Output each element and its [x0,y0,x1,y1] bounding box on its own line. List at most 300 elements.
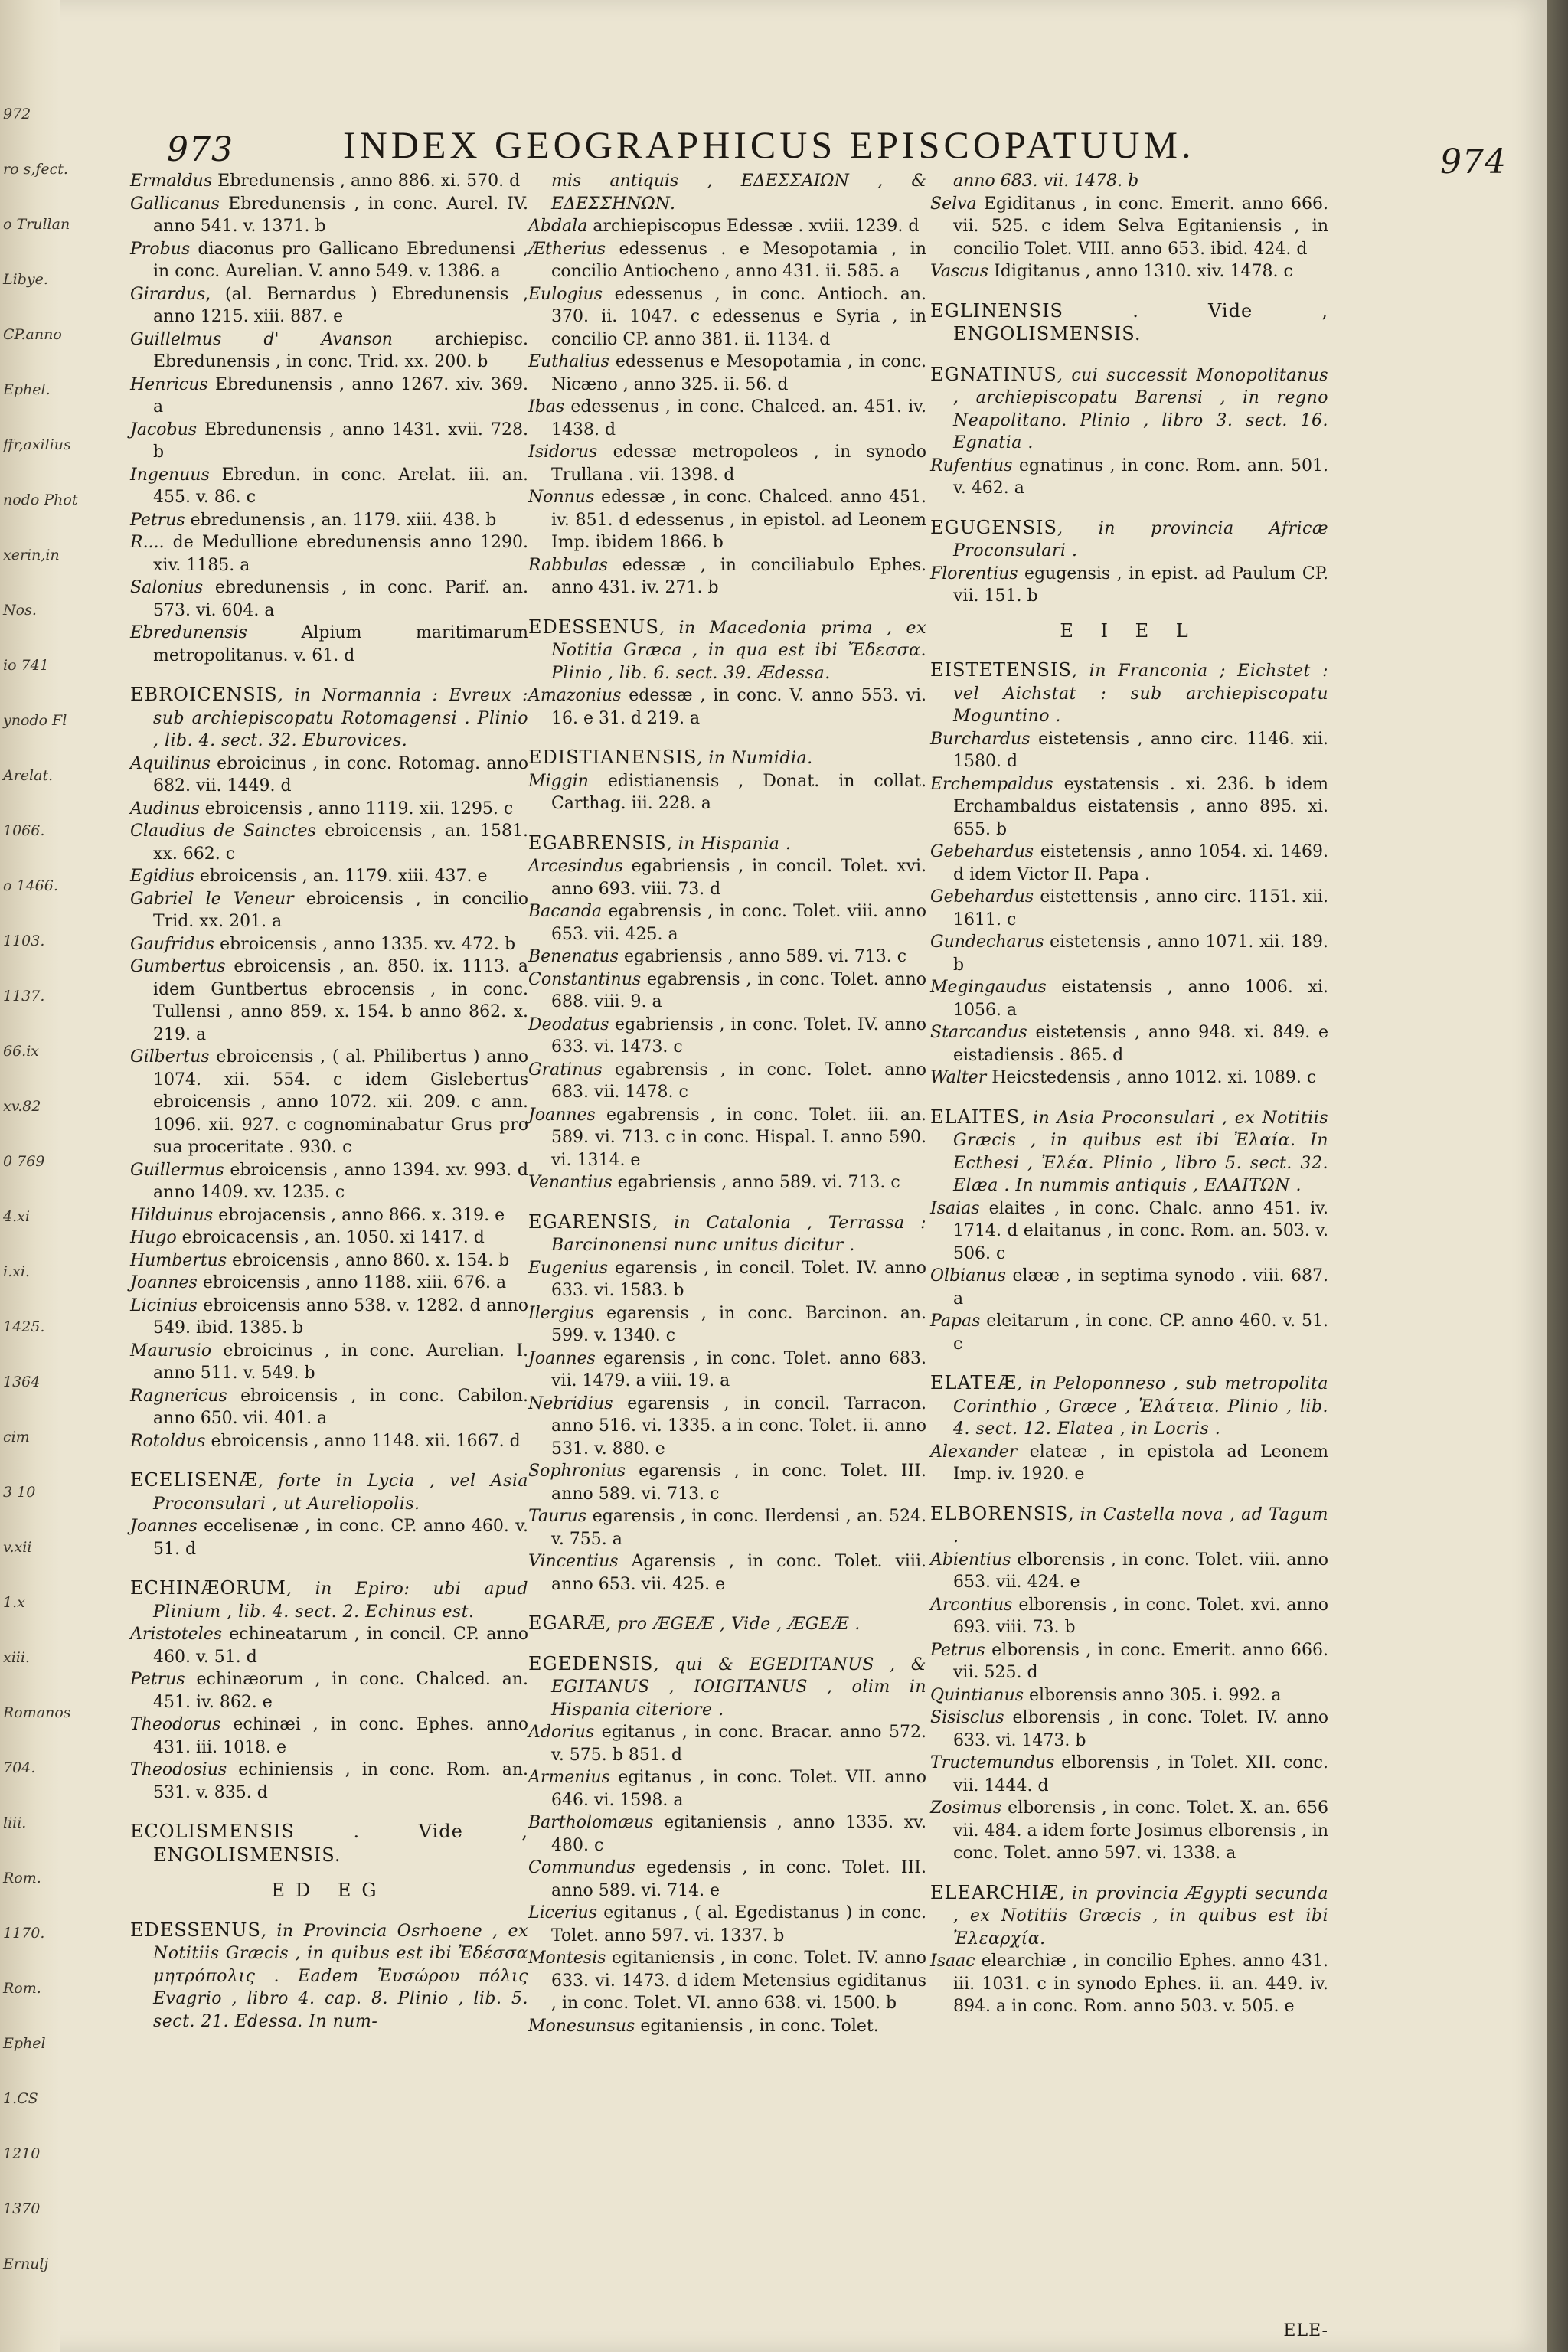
bishop-name: Rotoldus [130,1431,206,1451]
index-entry [130,1295,528,1340]
bishop-name: Salonius [130,578,204,597]
heading-description: , in Epiro: ubi apud Plinium , lib. 4. sect. 2. Echinus est. [153,1579,528,1622]
gutter-fragment: 4.xi [3,1208,30,1225]
index-heading [130,1821,528,1867]
gutter-fragment: CP.anno [3,326,62,343]
index-entry [930,931,1328,976]
index-entry [130,956,528,1046]
index-entry [528,1857,926,1902]
bishop-name: Vincentius [528,1552,619,1571]
index-entry [130,1385,528,1430]
entry-reference: elborensis , in conc. Tolet. viii. anno 653. vii. 424. e [953,1550,1328,1592]
continuation-text: anno 683. vii. 1478. b [953,172,1139,191]
entry-reference: egitaniensis , in conc. Tolet. [635,2016,879,2036]
bishop-name: Isaias [930,1198,980,1218]
entry-reference: elborensis , in conc. Tolet. xvi. anno 693. viii. 73. b [953,1595,1328,1637]
bishop-name: Deodatus [528,1014,609,1034]
bishop-name: Licinius [130,1295,198,1315]
entry-reference: egabriensis , in concil. Tolet. xvi. anno 693. viii. 73. d [551,857,926,899]
bishop-name: Ebredunensis [130,623,247,642]
index-entry [528,1348,926,1393]
gutter-fragment: liii. [3,1815,27,1831]
entry-reference: egabrensis , in conc. Tolet. iii. an. 589. vi. 713. c in conc. Hispal. I. anno 590. vi. 1314. e [551,1105,926,1170]
index-entry [130,509,528,532]
bishop-name: Gundecharus [930,933,1044,952]
entry-reference: echinæorum , in conc. Chalced. an. 451. iv. 862. e [153,1670,528,1712]
gutter-fragment: 1425. [3,1318,45,1335]
index-entry [528,1505,926,1550]
gutter-fragment: ro s,fect. [3,161,68,178]
entry-reference: edessenus , in conc. Chalced. an. 451. iv. 1438. d [551,397,926,439]
bishop-name: Vascus [930,262,989,281]
entry-reference: ebroicensis , anno 1188. xiii. 676. a [197,1273,507,1292]
entry-reference: Ebredunensis , in conc. Aurel. IV. anno 541. v. 1371. b [153,194,528,236]
index-entry [930,841,1328,886]
entry-reference: ebroicensis anno 538. v. 1282. d anno 549. ibid. 1385. b [153,1295,528,1338]
bishop-name: Nebridius [528,1393,613,1413]
gutter-fragment: 66.ix [3,1043,40,1060]
entry-reference: egarensis , in conc. Barcinon. an. 599. v. 1340. c [551,1303,926,1345]
index-heading [930,364,1328,455]
entry-reference: elborensis anno 305. i. 992. a [1024,1685,1282,1705]
index-entry [528,1766,926,1811]
bishop-name: Selva [930,194,977,214]
entry-reference: eistetensis , anno 1054. xi. 1469. d idem Victor II. Papa . [953,842,1328,884]
bishop-name: Girardus [130,284,206,304]
gutter-fragment: 1103. [3,933,45,949]
index-heading [528,832,926,856]
index-heading [528,1653,926,1722]
entry-reference: ebroicensis , anno 1335. xv. 472. b [214,934,516,954]
heading-name: EGUGENSIS [930,516,1057,538]
index-heading [930,300,1328,347]
entry-reference: elææ , in septima synodo . viii. 687. a [953,1266,1328,1308]
section-divider: E I E L [1060,619,1199,642]
gutter-fragment: Ernulj [3,2256,49,2272]
entry-reference: ebroicensis , an. 1179. xiii. 437. e [194,867,488,886]
entry-reference: echiniensis , in conc. Rom. an. 531. v. 835. d [153,1760,528,1802]
entry-reference: edessenus e Mesopotamia , in conc. Nicæno , anno 325. ii. 56. d [551,352,926,394]
index-entry [528,215,926,238]
heading-description: , in Normannia : Evreux : sub archiepiscopatu Rotomagensi . Plinio , lib. 4. sect. 32. Eburovices. [153,686,528,750]
bishop-name: Miggin [528,771,589,791]
entry-reference: egabriensis , anno 589. vi. 713. c [612,1173,900,1192]
heading-description: , in Numidia. [697,749,813,768]
section-divider: ED EG [271,1880,387,1901]
entry-reference: , (al. Bernardus ) Ebredunensis , anno 1215. xiii. 887. e [153,284,528,326]
gutter-fragment: xiii. [3,1649,30,1666]
bishop-name: Montesis [528,1949,606,1968]
bishop-name: Gilbertus [130,1047,210,1067]
entry-reference: eystatensis . xi. 236. b idem Erchambaldus eistatensis , anno 895. xi. 655. b [953,774,1328,839]
index-entry [930,1441,1328,1486]
bishop-name: Probus [130,239,191,259]
entry-reference: egarensis , in conc. Tolet. anno 683. vii. 1479. a viii. 19. a [551,1348,926,1390]
gutter-fragment: Ephel [3,2035,46,2052]
entry-reference: eleitarum , in conc. CP. anno 460. v. 51. c [953,1312,1328,1354]
index-entry [130,820,528,865]
entry-reference: ebroicensis , in concilio Trid. xx. 201. a [153,889,529,931]
entry-reference: elborensis , in conc. Emerit. anno 666. vii. 525. d [953,1640,1328,1682]
gutter-fragment: xv.82 [3,1098,41,1115]
entry-reference: eistetensis , anno 1071. xii. 189. b [953,933,1328,975]
gutter-fragment: Libye. [3,271,48,288]
index-entry [930,1684,1328,1707]
index-entry [528,238,926,283]
entry-reference: ebroicensis , in conc. Cabilon. anno 650. vii. 401. a [153,1386,528,1428]
index-entry [528,855,926,900]
bishop-name: Gaufridus [130,934,215,954]
entry-reference: egabriensis , in conc. Tolet. IV. anno 633. vi. 1473. c [551,1014,926,1057]
index-entry [130,374,528,419]
gutter-fragment: Ephel. [3,381,51,398]
bishop-name: Claudius de Sainctes [130,822,316,841]
bishop-name: Egidius [130,867,194,886]
entry-reference: Idigitanus , anno 1310. xiv. 1478. c [988,262,1293,281]
gutter-fragment: 1210 [3,2145,41,2162]
index-entry [130,1340,528,1385]
entry-reference: Alpium maritimarum metropolitanus. v. 61. d [153,623,528,665]
index-entry [930,455,1328,500]
bishop-name: Audinus [130,799,200,818]
entry-reference: ebroicensis , an. 850. ix. 1113. a idem Guntbertus ebrocensis , in conc. Tullensi , anno 859. x. 154. b anno 862. x. 219. a [153,957,528,1044]
bishop-name: Hugo [130,1228,177,1247]
gutter-fragment: i.xi. [3,1263,30,1280]
entry-reference: Egiditanus , in conc. Emerit. anno 666. vii. 525. c idem Selva Egitaniensis , in concilio Tolet. VIII. anno 653. ibid. 424. d [953,194,1328,259]
catchword: ELE- [1283,2321,1328,2341]
index-entry [528,684,926,730]
heading-name: EDISTIANENSIS [528,746,697,768]
heading-name: ELAITES [930,1106,1021,1128]
index-entry [130,933,528,956]
gutter-fragment: 1364 [3,1374,41,1390]
entry-reference: Heicstedensis , anno 1012. xi. 1089. c [986,1068,1317,1087]
heading-description: , pro ÆGEÆ , Vide , ÆGEÆ . [606,1615,861,1634]
gutter-fragment: 704. [3,1759,36,1776]
bishop-name: Taurus [528,1507,587,1526]
gutter-fragment: 3 10 [3,1484,36,1501]
bishop-name: Benenatus [528,947,619,966]
entry-reference: edessenus . e Mesopotamia , in concilio Antiocheno , anno 431. ii. 585. a [551,239,926,281]
entry-reference: edistianensis , Donat. in collat. Carthag. iii. 228. a [551,771,926,813]
bishop-name: Gumbertus [130,957,226,976]
gutter-fragment: 1.x [3,1594,25,1611]
index-entry [930,1549,1328,1594]
index-entry [528,1460,926,1505]
bishop-name: Henricus [130,374,208,394]
entry-reference: egarensis , in concil. Tarracon. anno 516. vi. 1335. a in conc. Tolet. ii. anno 531. v. 880. e [551,1393,926,1459]
entry-reference: egitanus , in conc. Bracar. anno 572. v. 575. b 851. d [551,1723,926,1765]
bishop-name: Abientius [930,1550,1011,1570]
index-entry [130,622,528,667]
index-entry [930,260,1328,283]
entry-reference: elearchiæ , in concilio Ephes. anno 431. iii. 1031. c in synodo Ephes. ii. an. 449. iv. 894. a in conc. Rom. anno 503. v. 505. e [953,1952,1328,2016]
bishop-name: Constantinus [528,969,642,989]
heading-description: , in Hispania . [666,834,792,854]
page-header [167,122,1514,181]
bishop-name: Eulogius [528,284,603,304]
heading-name: EGNATINUS [930,363,1057,385]
entry-reference: egarensis , in concil. Tolet. IV. anno 633. vi. 1583. b [551,1258,926,1300]
index-heading [930,659,1328,728]
heading-name: ECOLISMENSIS . Vide , ENGOLISMENSIS. [130,1821,528,1866]
index-entry [130,283,528,328]
bishop-name: Bacanda [528,902,603,921]
bishop-name: Ætherius [528,239,606,259]
index-entry [130,238,528,283]
index-entry [130,888,528,933]
entry-reference: Agarensis , in conc. Tolet. viii. anno 653. vii. 425. e [551,1552,926,1594]
entry-reference: egarensis , in conc. Tolet. III. anno 589. vi. 713. c [551,1462,926,1504]
heading-name: EDESSENUS [528,616,659,638]
entry-reference: edessæ , in conciliabulo Ephes. anno 431. iv. 271. b [551,555,926,597]
gutter-fragment: 1370 [3,2200,41,2217]
index-entry [528,770,926,815]
heading-description: , in Franconia ; Eichstet : vel Aichstat : sub archiepiscopatu Moguntino . [953,662,1328,726]
entry-reference: egabrensis , in conc. Tolet. anno 688. viii. 9. a [551,969,926,1011]
bishop-name: Jacobus [130,420,198,439]
index-entry [528,1171,926,1194]
entry-reference: edessæ , in conc. Chalced. anno 451. iv. 851. d edessenus , in epistol. ad Leonem Imp. ibidem 1866. b [551,488,926,552]
gutter-fragment: 1137. [3,988,45,1004]
entry-reference: eistetensis , anno 948. xi. 849. e eistadiensis . 865. d [953,1023,1328,1065]
entry-reference: ebroicinus , in conc. Rotomag. anno 682. vii. 1449. d [153,753,528,795]
bishop-name: Euthalius [528,352,609,371]
index-entry [930,773,1328,841]
heading-description: , in Provincia Osrhoene , ex Notitiis Græcis , in quibus est ibi Ἐδέσσα μητρόπολις . Eadem Ἐυσώρου πόλις Evagrio , libro 4. cap. 8. Plinio , lib. 5. sect. 21. Edessa. In num- [153,1921,528,2031]
entry-reference: egabrensis , in conc. Tolet. anno 683. vii. 1478. c [551,1060,926,1102]
bishop-name: Guillelmus d' Avanson [130,329,393,349]
index-continuation [930,170,1328,193]
bishop-name: Sophronius [528,1462,626,1481]
bishop-name: Petrus [130,510,185,530]
index-entry [930,1639,1328,1684]
index-entry [930,193,1328,261]
index-entry [528,1393,926,1461]
entry-reference: archiepisc. Ebredunensis , in conc. Trid. xx. 200. b [153,329,528,371]
index-entry [528,1721,926,1766]
entry-reference: echinæi , in conc. Ephes. anno 431. iii. 1018. e [153,1715,528,1757]
heading-description: , in Catalonia , Terrassa : Barcinonensi nunc unitus dicitur . [551,1213,926,1255]
index-column-3 [930,170,1328,2018]
heading-name: EDESSENUS [130,1919,261,1941]
bishop-name: Humbertus [130,1250,227,1270]
bishop-name: Theodorus [130,1715,221,1734]
heading-name: ECELISENÆ [130,1469,258,1491]
index-entry [528,1947,926,2015]
gutter-fragment: 1.CS [3,2090,38,2107]
index-entry [528,1550,926,1596]
heading-name: ELATEÆ [930,1372,1018,1393]
gutter-fragment: Rom. [3,1870,41,1886]
index-heading [930,1503,1328,1549]
bishop-name: Quintianus [930,1685,1024,1705]
entry-reference: elateæ , in epistola ad Leonem Imp. iv. 1920. e [953,1442,1328,1484]
bishop-name: Monesunsus [528,2016,635,2036]
entry-reference: ebroicensis , anno 1394. xv. 993. d anno 1409. xv. 1235. c [153,1160,528,1202]
index-entry [930,1067,1328,1089]
bishop-name: Arcesindus [528,857,623,876]
index-entry [130,798,528,821]
entry-reference: ebroicensis , an. 1581. xx. 662. c [153,822,528,864]
bishop-name: Arcontius [930,1595,1013,1615]
entry-reference: elborensis , in Tolet. XII. conc. vii. 1444. d [953,1753,1328,1795]
heading-name: EGABRENSIS [528,831,667,854]
gutter-fragment: Rom. [3,1980,41,1997]
bishop-name: R.... [130,533,165,552]
entry-reference: ebredunensis , in conc. Parif. an. 573. vi. 604. a [153,578,528,620]
index-heading [930,1106,1328,1197]
heading-name: EGLINENSIS . Vide , ENGOLISMENSIS. [930,299,1328,345]
bishop-name: Gabriel le Veneur [130,889,294,909]
previous-page-gutter [0,0,78,2352]
index-entry [130,1046,528,1159]
entry-reference: egugensis , in epist. ad Paulum CP. vii. 151. b [953,564,1328,606]
entry-reference: elaites , in conc. Chalc. anno 451. iv. 1714. d elaitanus , in conc. Rom. an. 503. v. 506. c [953,1198,1328,1263]
entry-reference: Ebredunensis , anno 1431. xvii. 728. b [153,420,528,462]
heading-name: EISTETENSIS [930,659,1072,681]
entry-reference: egabriensis , anno 589. vi. 713. c [618,947,907,966]
bishop-name: Alexander [930,1442,1018,1462]
index-entry [130,1623,528,1668]
entry-reference: edessenus , in conc. Antioch. an. 370. ii. 1047. c edessenus e Syria , in concilio CP. anno 381. ii. 1134. d [551,284,926,349]
bishop-name: Florentius [930,564,1018,583]
index-heading [130,1577,528,1623]
entry-reference: ebrojacensis , anno 866. x. 319. e [213,1205,505,1225]
bishop-name: Isidorus [528,443,598,462]
bishop-name: Zosimus [930,1798,1002,1818]
bishop-name: Nonnus [528,488,595,507]
gutter-fragment: nodo Phot [3,492,78,508]
entry-reference: Ebredunensis , anno 886. xi. 570. d [212,172,521,191]
bishop-name: Petrus [130,1670,185,1689]
index-heading [130,1919,528,2034]
bishop-name: Papas [930,1312,981,1331]
heading-description: , in Castella nova , ad Tagum . [953,1504,1328,1547]
entry-reference: egitaniensis , anno 1335. xv. 480. c [551,1813,926,1855]
heading-name: ELEARCHIÆ [930,1881,1060,1903]
heading-name: EBROICENSIS [130,684,278,705]
entry-reference: echineatarum , in concil. CP. anno 460. v. 51. d [153,1625,528,1667]
index-heading [528,746,926,770]
index-entry [930,1594,1328,1639]
bishop-name: Burchardus [930,729,1031,749]
page-number-right: 974 [1440,142,1507,181]
entry-reference: egitanus , ( al. Egedistanus ) in conc. Tolet. anno 597. vi. 1337. b [551,1903,926,1945]
entry-reference: egitaniensis , in conc. Tolet. IV. anno 633. vi. 1473. d idem Metensius egiditanus , in conc. Tolet. VI. anno 638. vi. 1500. b [551,1949,926,2013]
index-entry [528,946,926,969]
index-entry [930,728,1328,773]
gutter-fragment: ynodo Fl [3,712,67,729]
bishop-name: Starcandus [930,1023,1027,1042]
gutter-fragment: 1170. [3,1925,45,1942]
heading-description: , in provincia Ægypti secunda , ex Notitiis Græcis , in quibus est ibi Ἐλεαρχία. [953,1883,1328,1949]
index-entry [130,464,528,509]
gutter-fragment: v.xii [3,1539,32,1556]
index-entry [528,1014,926,1059]
heading-description: , in provincia Africæ Proconsulari . [953,518,1328,560]
bishop-name: Amazonius [528,686,622,705]
entry-reference: egitanus , in conc. Tolet. VII. anno 646. vi. 1598. a [551,1768,926,1810]
bishop-name: Theodosius [130,1760,227,1779]
entry-reference: ebroicensis , anno 1148. xii. 1667. d [205,1431,521,1451]
gutter-fragment: 0 769 [3,1153,45,1170]
entry-reference: egabrensis , in conc. Tolet. viii. anno 653. vii. 425. a [551,902,926,944]
bishop-name: Tructemundus [930,1753,1055,1772]
heading-name: ECHINÆORUM [130,1577,286,1599]
gutter-fragment: xerin,in [3,547,60,564]
index-column-2 [528,170,926,2037]
bishop-name: Hilduinus [130,1205,214,1225]
bishop-name: Aquilinus [130,753,211,773]
entry-reference: de Medullione ebredunensis anno 1290. xiv. 1185. a [153,533,528,575]
index-entry [930,1752,1328,1797]
entry-reference: elborensis , in conc. Tolet. X. an. 656 vii. 484. a idem forte Josimus elborensis , in conc. Tolet. anno 597. vi. 1338. a [953,1798,1328,1863]
index-entry [930,563,1328,608]
index-entry [528,441,926,486]
gutter-fragment: io 741 [3,657,49,674]
index-entry [528,283,926,351]
heading-name: EGARÆ [528,1612,606,1634]
entry-reference: edessæ , in conc. V. anno 553. vi. 16. e 31. d 219. a [551,686,926,728]
index-entry [930,1707,1328,1752]
entry-reference: archiepiscopus Edessæ . xviii. 1239. d [587,217,920,236]
index-heading [528,1612,926,1636]
bishop-name: Walter [930,1068,987,1087]
index-entry [130,865,528,888]
entry-reference: eistetensis , anno circ. 1146. xii. 1580. d [953,729,1328,771]
heading-name: ELBORENSIS [930,1502,1069,1524]
gutter-fragment: Nos. [3,602,37,619]
bishop-name: Commundus [528,1858,635,1877]
index-entry [528,1104,926,1172]
gutter-fragment: ffr,axilius [3,436,71,453]
index-entry [528,1902,926,1947]
bishop-name: Olbianus [930,1266,1006,1285]
bishop-name: Rabbulas [528,555,608,575]
gutter-fragment: cim [3,1429,30,1446]
entry-reference: ebroicensis , anno 860. x. 154. b [227,1250,510,1270]
bishop-name: Ilergius [528,1303,594,1323]
index-heading [130,684,528,753]
bishop-name: Gallicanus [130,194,220,214]
index-entry [930,1265,1328,1310]
entry-reference: eccelisenæ , in conc. CP. anno 460. v. 51. d [153,1517,528,1559]
bishop-name: Abdala [528,217,588,236]
entry-reference: ebredunensis , an. 1179. xiii. 438. b [185,510,497,530]
index-entry [528,486,926,554]
bishop-name: Petrus [930,1640,985,1660]
bishop-name: Joannes [528,1348,596,1368]
bishop-name: Maurusio [130,1341,212,1361]
index-column-1 [130,170,528,2033]
index-entry [528,2015,926,2038]
index-entry [930,886,1328,931]
index-entry [528,1257,926,1302]
gutter-fragment: Romanos [3,1704,71,1721]
index-continuation [528,170,926,215]
index-entry [528,969,926,1014]
heading-description: , cui successit Monopolitanus , archiepiscopatu Barensi , in regno Neapolitano. Plinio , libro 3. sect. 16. Egnatia . [953,365,1328,452]
bishop-name: Gebehardus [930,887,1034,906]
index-heading [528,616,926,685]
entry-reference: egarensis , in conc. Ilerdensi , an. 524. v. 755. a [551,1507,926,1549]
entry-reference: eistettensis , anno circ. 1151. xii. 1611. c [953,887,1328,929]
index-heading [930,1882,1328,1951]
bishop-name: Megingaudus [930,978,1047,997]
bishop-name: Bartholomæus [528,1813,654,1832]
entry-reference: ebroicensis , anno 1119. xii. 1295. c [199,799,514,818]
